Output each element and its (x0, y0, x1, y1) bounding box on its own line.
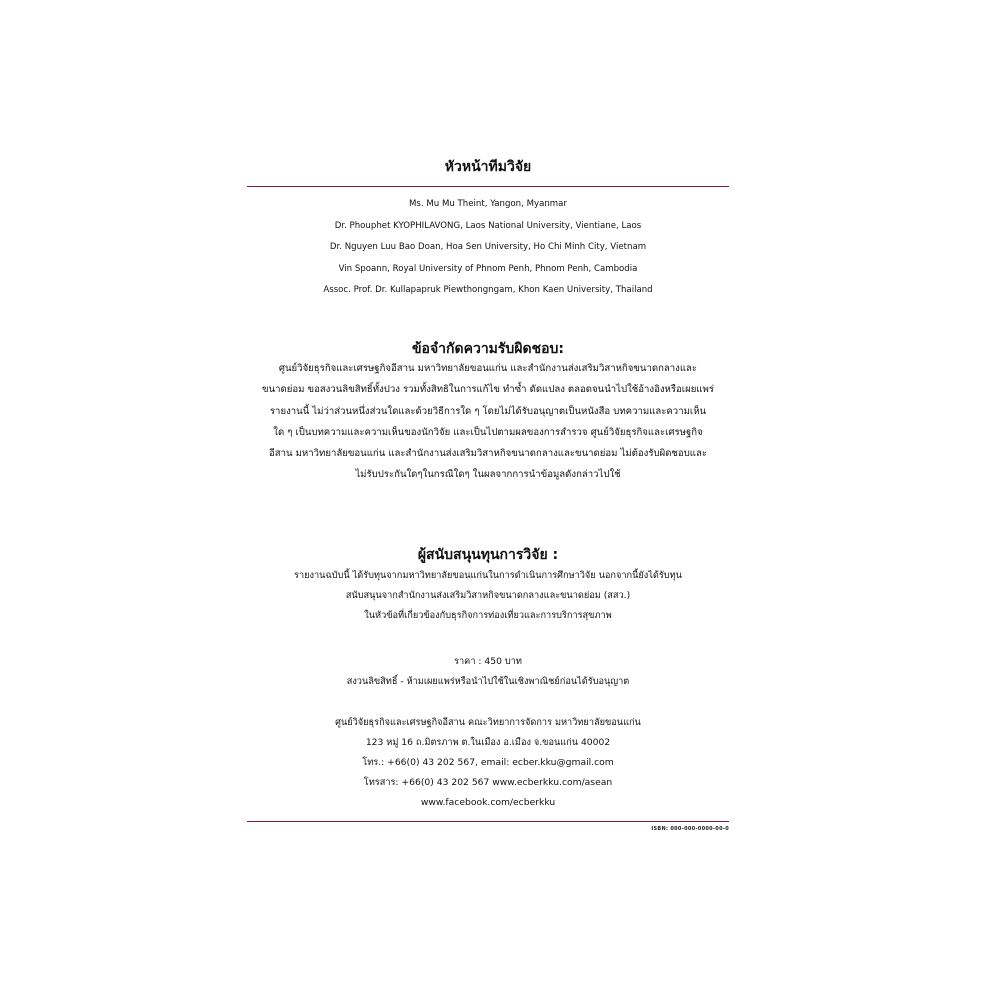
divider-bottom (247, 821, 729, 822)
disclaimer-line: ไม่รับประกันใดๆในกรณีใดๆ ในผลจากการนำข้อมูลดังกล่าวไปใช้ (355, 469, 621, 481)
isbn-note: ISBN: 000-000-0000-00-0 (651, 826, 729, 832)
facebook-link[interactable]: www.facebook.com/ecberkku (420, 797, 556, 808)
research-team-member: Dr. Nguyen Luu Bao Doan, Hoa Sen University, Ho Chi Minh City, Vietnam (329, 242, 647, 252)
research-team-list (247, 194, 729, 302)
disclaimer-line: ศูนย์วิจัยธุรกิจและเศรษฐกิจอีสาน มหาวิทยาลัยขอนแก่น และสำนักงานส่งเสริมวิสาหกิจขนาดกลางและ (278, 363, 698, 374)
funding-line: สนับสนุนจากสำนักงานส่งเสริมวิสาหกิจขนาดกลางและขนาดย่อม (สสว.) (345, 590, 631, 601)
research-team-member: Dr. Phouphet KYOPHILAVONG, Laos National University, Vientiane, Laos (334, 220, 642, 231)
funding-paragraph (247, 566, 729, 626)
fax-website: โทรสาร: +66(0) 43 202 567 www.ecberkku.com/asean (363, 777, 613, 788)
price-text: ราคา : 450 บาท (454, 656, 522, 667)
disclaimer-title: ข้อจำกัดความรับผิดชอบ: (411, 341, 565, 357)
disclaimer-line: อีสาน มหาวิทยาลัยขอนแก่น และสำนักงานส่งเสริมวิสาหกิจขนาดกลางและขนาดย่อม ไม่ต้องรับผิดชอบและ (268, 448, 708, 460)
research-team-member: Ms. Mu Mu Theint, Yangon, Myanmar (409, 199, 567, 209)
price-block (247, 652, 729, 692)
postal-address: 123 หมู่ 16 ถ.มิตรภาพ ต.ในเมือง อ.เมือง จ.ขอนแก่น 40002 (365, 737, 611, 748)
research-team-title: หัวหน้าทีมวิจัย (444, 159, 532, 175)
contact-address (247, 713, 729, 813)
research-team-member: Assoc. Prof. Dr. Kullapapruk Piewthongngam, Khon Kaen University, Thailand (323, 285, 653, 295)
disclaimer-line: รายงานนี้ ไม่ว่าส่วนหนึ่งส่วนใดและด้วยวิธีการใด ๆ โดยไม่ได้รับอนุญาตเป็นหนังสือ บทความและความเห็น (269, 405, 707, 417)
funding-title: ผู้สนับสนุนทุนการวิจัย : (417, 547, 559, 563)
funding-line: รายงานฉบับนี้ ได้รับทุนจากมหาวิทยาลัยขอนแก่นในการดำเนินการศึกษาวิจัย นอกจากนี้ยังได้รับทุน (294, 570, 682, 581)
disclaimer-line: ใด ๆ เป็นบทความและความเห็นของนักวิจัย และเป็นไปตามผลของการสำรวจ ศูนย์วิจัยธุรกิจและเศรษฐกิจ (273, 426, 703, 438)
funding-line: ในหัวข้อที่เกี่ยวข้องกับธุรกิจการท่องเที่ยวและการบริการสุขภาพ (364, 610, 612, 621)
phone-email: โทร.: +66(0) 43 202 567, email: ecber.kku@gmail.com (362, 757, 614, 768)
disclaimer-line: ขนาดย่อม ขอสงวนลิขสิทธิ์ทั้งปวง รวมทั้งสิทธิในการแก้ไข ทำซ้ำ ดัดแปลง ตลอดจนนำไปใช้อ้างอิงหรือเผยแพร่ (262, 384, 714, 396)
document-page (247, 0, 729, 1000)
copyright-text: สงวนลิขสิทธิ์ - ห้ามเผยแพร่หรือนำไปใช้ในเชิงพาณิชย์ก่อนได้รับอนุญาต (346, 676, 630, 687)
divider-top (247, 186, 729, 187)
research-team-member: Vin Spoann, Royal University of Phnom Penh, Phnom Penh, Cambodia (338, 263, 638, 274)
disclaimer-paragraph (247, 358, 729, 486)
organization-name: ศูนย์วิจัยธุรกิจและเศรษฐกิจอีสาน คณะวิทยาการจัดการ มหาวิทยาลัยขอนแก่น (335, 717, 641, 728)
